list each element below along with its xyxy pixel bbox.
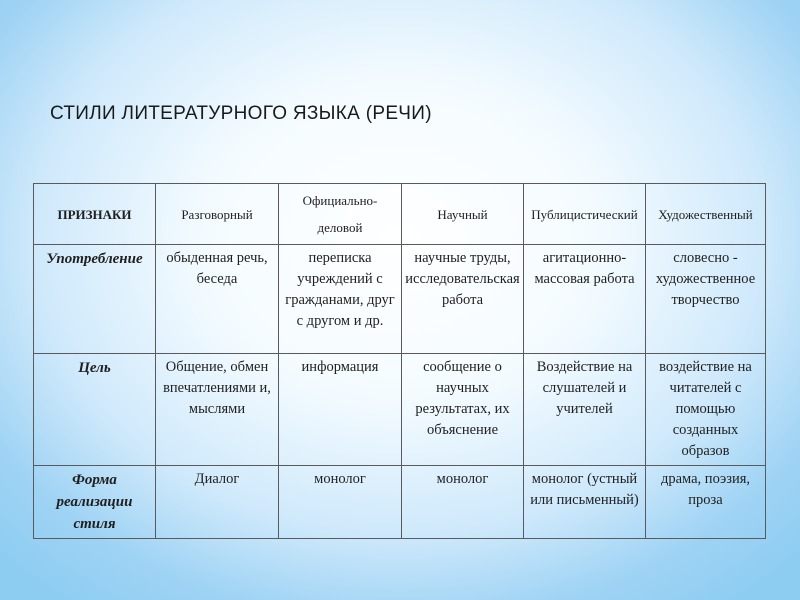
table-cell: Общение, обмен впечатлениями и, мыслями [156, 354, 279, 466]
table-header-row [34, 184, 766, 245]
table-cell: монолог [279, 466, 402, 539]
row-header-goal: Цель [34, 354, 156, 466]
table-cell: словесно - художественное творчество [646, 245, 766, 354]
table-row [34, 354, 766, 466]
styles-table [33, 183, 766, 539]
table-cell: агитационно-массовая работа [524, 245, 646, 354]
table-cell: драма, поэзия, проза [646, 466, 766, 539]
corner-header: ПРИЗНАКИ [34, 184, 156, 245]
table-cell: монолог (устный или письменный) [524, 466, 646, 539]
table-row [34, 466, 766, 539]
table-row [34, 245, 766, 354]
table-cell: Воздействие на слушателей и учителей [524, 354, 646, 466]
column-header-scientific: Научный [402, 184, 524, 245]
row-header-form: Форма реализации стиля [34, 466, 156, 539]
column-header-artistic: Художественный [646, 184, 766, 245]
column-header-conversational: Разговорный [156, 184, 279, 245]
row-header-usage: Употребление [34, 245, 156, 354]
table-cell: научные труды, исследовательская работа [402, 245, 524, 354]
table-cell: Диалог [156, 466, 279, 539]
column-header-official: Официально-деловой [279, 184, 402, 245]
table-cell: переписка учреждений с гражданами, друг с другом и др. [279, 245, 402, 354]
table-cell: воздействие на читателей с помощью созданных образов [646, 354, 766, 466]
table-cell: монолог [402, 466, 524, 539]
table-cell: обыденная речь, беседа [156, 245, 279, 354]
column-header-journalistic: Публицистический [524, 184, 646, 245]
table-cell: сообщение о научных результатах, их объяснение [402, 354, 524, 466]
table-cell: информация [279, 354, 402, 466]
page-title: СТИЛИ ЛИТЕРАТУРНОГО ЯЗЫКА (РЕЧИ) [50, 103, 432, 124]
